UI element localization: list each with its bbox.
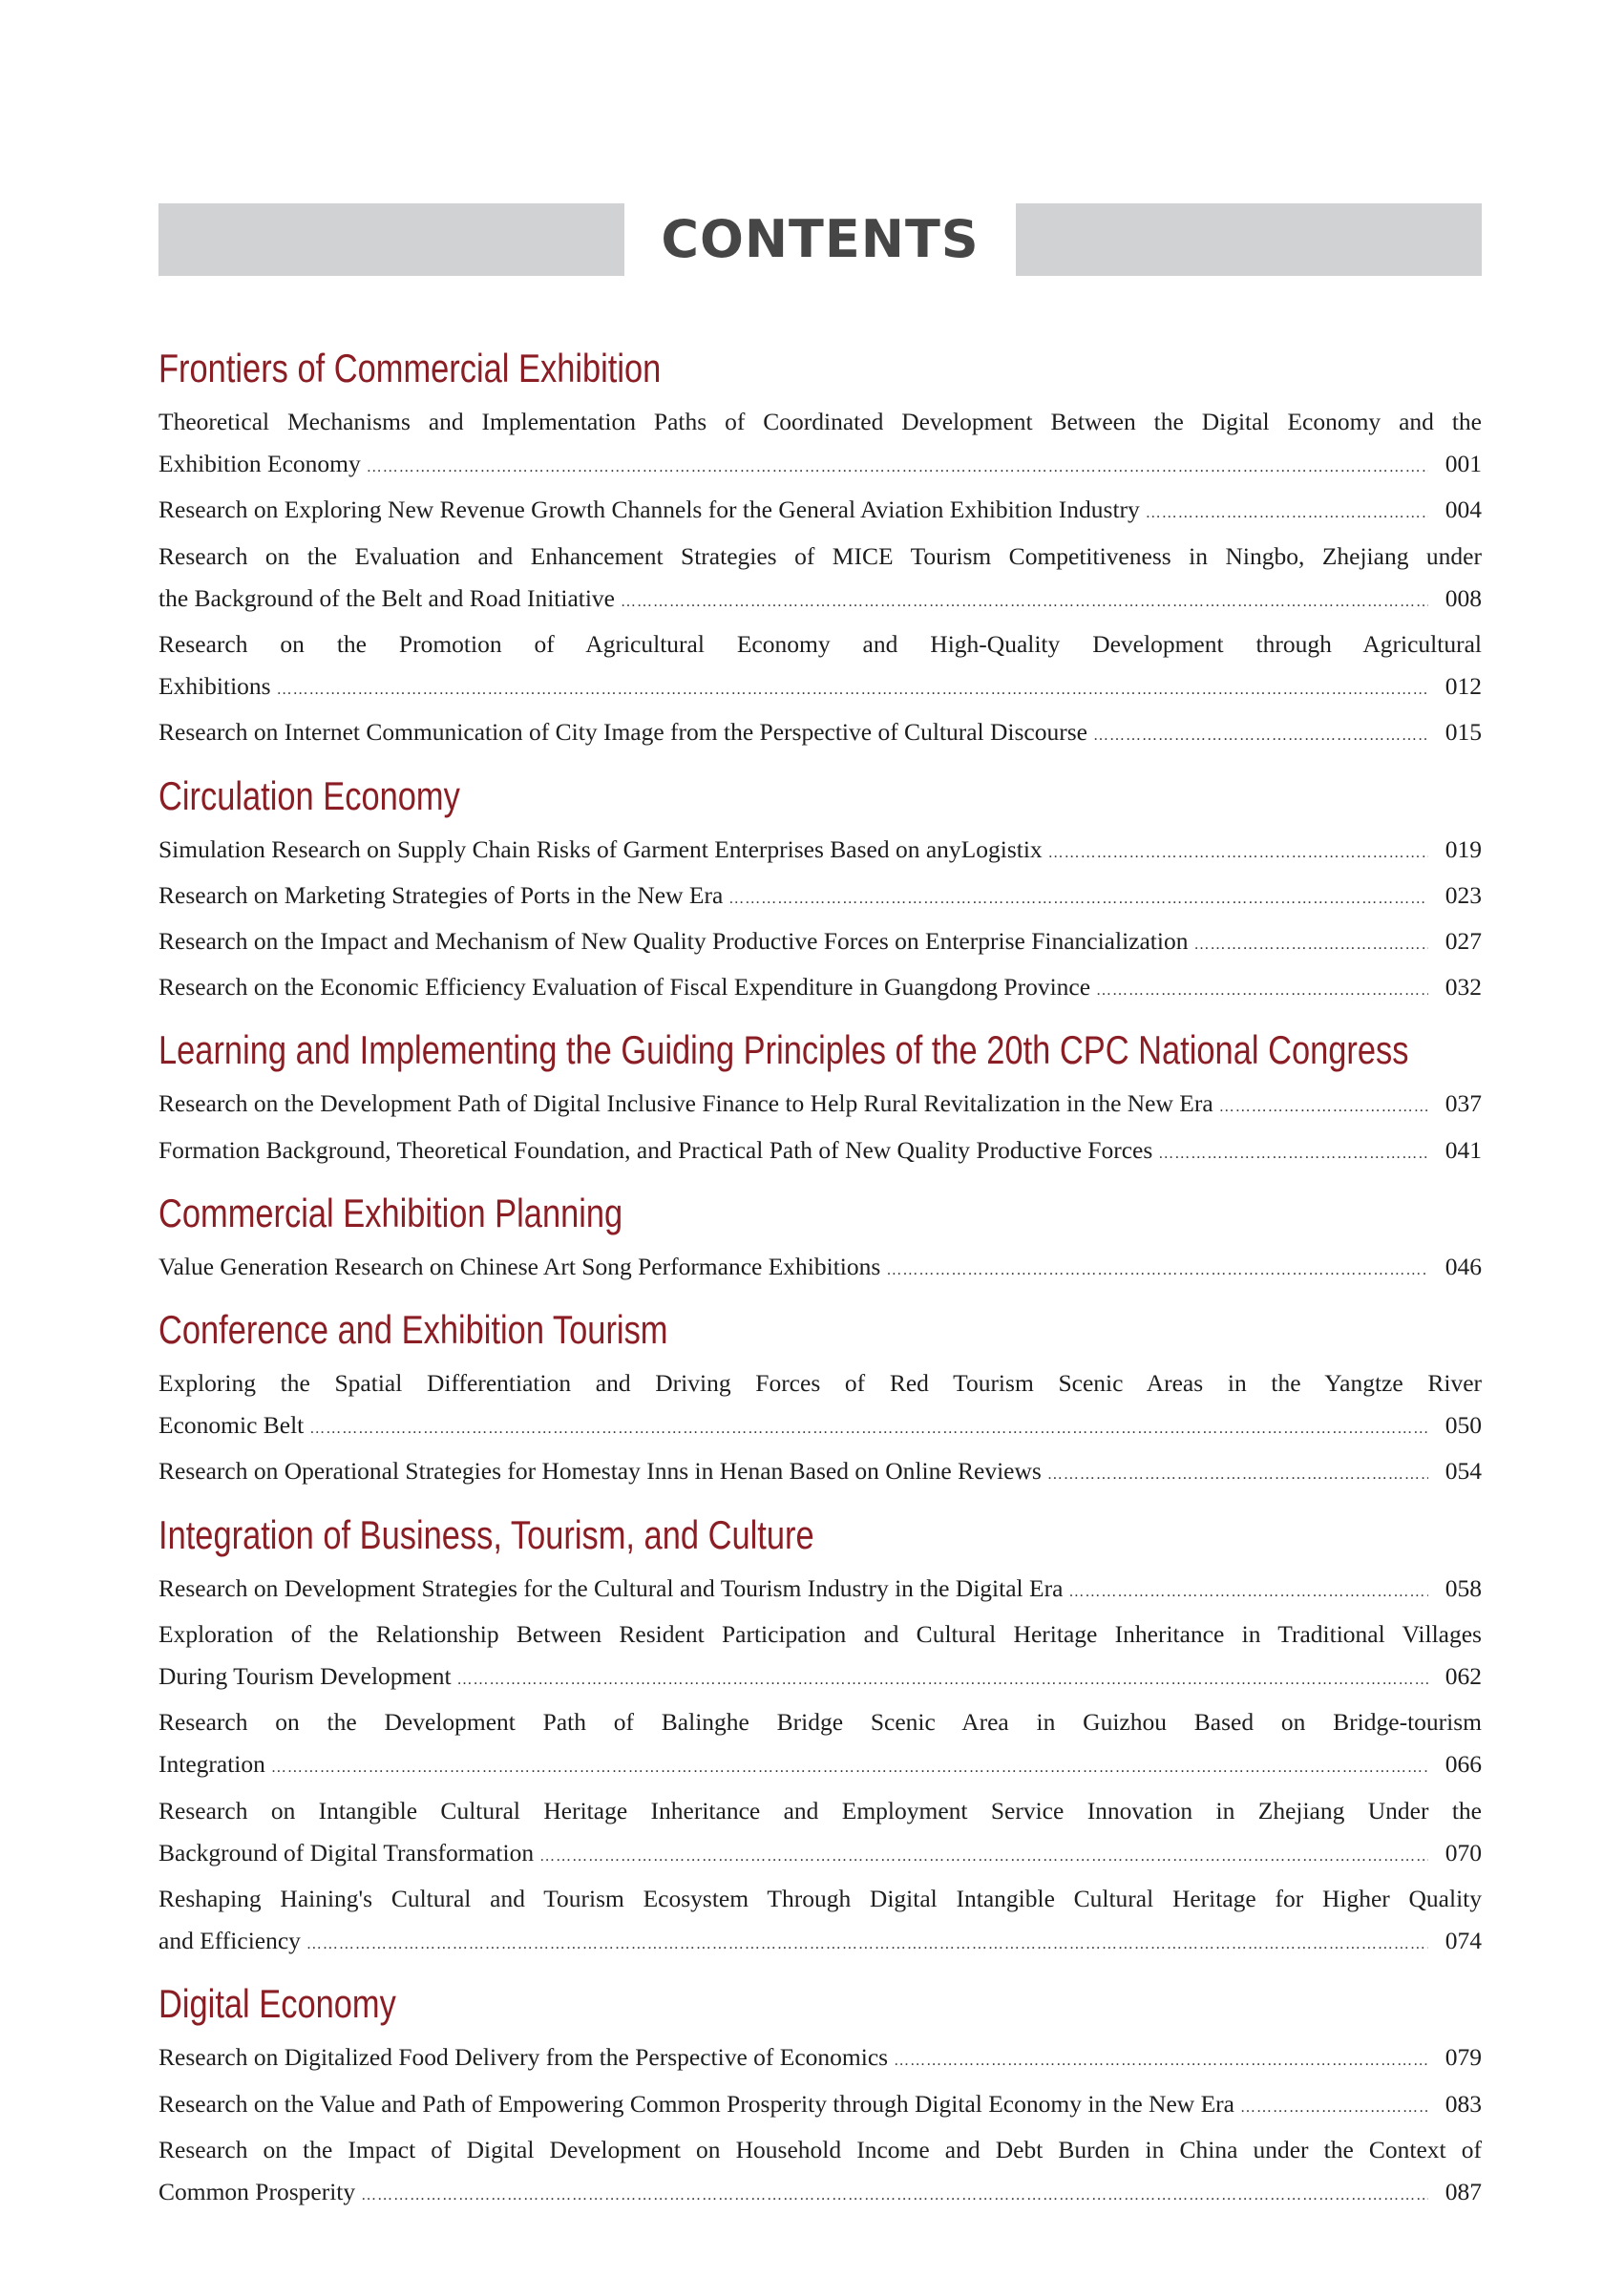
page-number: 019: [1445, 834, 1482, 863]
toc-entry[interactable]: [158, 875, 1482, 920]
entry-title-line: Research on the Economic Efficiency Evaluation of Fiscal Expenditure in Guangdong Province: [158, 973, 1091, 1002]
entry-title-line: Research on the Promotion of Agricultural Economy and High-Quality Development through Agricultural: [158, 630, 1482, 659]
dot-leader: [361, 2175, 1428, 2217]
entry-title-line: Exploring the Spatial Differentiation and Driving Forces of Red Tourism Scenic Areas in the Yangtze River: [158, 1369, 1482, 1398]
entry-title-line: Reshaping Haining's Cultural and Tourism Ecosystem Through Digital Intangible Cultural Heritage for Higher Quality: [158, 1885, 1482, 1913]
entry-title-line: Integration: [158, 1750, 265, 1779]
entry-title-line: Background of Digital Transformation: [158, 1838, 535, 1867]
entry-last-line: [158, 1832, 1482, 1878]
entry-title-line: and Efficiency: [158, 1927, 301, 1955]
section-title: Digital Economy: [158, 1981, 396, 2027]
page-number: 023: [1445, 880, 1482, 909]
entry-last-line: [158, 2171, 1482, 2217]
entry-title-line: Common Prosperity: [158, 2178, 356, 2206]
page-number: 046: [1445, 1252, 1482, 1280]
toc-section: [158, 771, 1482, 1013]
entry-last-line: [158, 1743, 1482, 1789]
toc-entry[interactable]: [158, 2129, 1482, 2217]
toc-entry[interactable]: [158, 623, 1482, 711]
toc-entry[interactable]: [158, 1568, 1482, 1614]
entry-title-line: Research on the Evaluation and Enhancement Strategies of MICE Tourism Competitiveness in Ningbo, Zhejiang under: [158, 541, 1482, 570]
entry-last-line: [158, 489, 1482, 535]
page-number: 070: [1445, 1838, 1482, 1867]
page-number: 079: [1445, 2043, 1482, 2072]
entry-title-line: Economic Belt: [158, 1411, 305, 1440]
entry-last-line: [158, 578, 1482, 623]
entry-title-line: Research on Development Strategies for the Cultural and Tourism Industry in the Digital Era: [158, 1573, 1064, 1602]
page-number: 032: [1445, 973, 1482, 1002]
contents-heading: CONTENTS: [661, 209, 980, 269]
section-title: Conference and Exhibition Tourism: [158, 1307, 668, 1353]
contents-header: [158, 203, 1482, 276]
page-number: 066: [1445, 1750, 1482, 1779]
page-number: 004: [1445, 496, 1482, 524]
toc-entry[interactable]: [158, 1129, 1482, 1175]
dot-leader: [1158, 1133, 1428, 1175]
entry-title-line: Exhibition Economy: [158, 450, 361, 478]
page-number: 054: [1445, 1457, 1482, 1486]
toc-entry[interactable]: [158, 1878, 1482, 1966]
toc-entry[interactable]: [158, 829, 1482, 875]
toc-entry[interactable]: [158, 489, 1482, 535]
entry-title-line: Research on Digitalized Food Delivery from the Perspective of Economics: [158, 2043, 889, 2072]
toc-entry[interactable]: [158, 711, 1482, 757]
entry-last-line: [158, 920, 1482, 966]
page-number: 001: [1445, 450, 1482, 478]
entry-title-line: the Background of the Belt and Road Initiative: [158, 583, 616, 612]
entry-title-line: Value Generation Research on Chinese Art Song Performance Exhibitions: [158, 1252, 881, 1280]
table-of-contents: [158, 344, 1482, 2217]
entry-title-line: Research on Operational Strategies for Homestay Inns in Henan Based on Online Reviews: [158, 1457, 1042, 1486]
header-bar-right: [1016, 203, 1482, 276]
page-number: 083: [1445, 2089, 1482, 2118]
entry-title-line: Research on the Impact of Digital Development on Household Income and Debt Burden in China under the Context of: [158, 2135, 1482, 2163]
dot-leader: [271, 1747, 1428, 1789]
entry-last-line: [158, 1450, 1482, 1496]
entry-title-line: Research on the Value and Path of Empowering Common Prosperity through Digital Economy in the New Era: [158, 2089, 1234, 2118]
toc-section: [158, 1189, 1482, 1292]
toc-entry[interactable]: [158, 536, 1482, 623]
page-number: 074: [1445, 1927, 1482, 1955]
toc-section: [158, 1305, 1482, 1497]
entry-last-line: [158, 1083, 1482, 1128]
toc-section: [158, 1979, 1482, 2217]
entry-title-line: During Tourism Development: [158, 1662, 452, 1691]
page-number: 058: [1445, 1573, 1482, 1602]
dot-leader: [1193, 924, 1428, 966]
toc-entry[interactable]: [158, 1362, 1482, 1450]
section-title: Frontiers of Commercial Exhibition: [158, 346, 662, 390]
entry-title-line: Exploration of the Relationship Between Resident Participation and Cultural Heritage Inheritance in Traditional Villages: [158, 1619, 1482, 1648]
entry-title-line: Theoretical Mechanisms and Implementation Paths of Coordinated Development Between the Digital Economy and the: [158, 408, 1482, 435]
entry-last-line: [158, 2036, 1482, 2082]
entry-title-line: Research on the Development Path of Balinghe Bridge Scenic Area in Guizhou Based on Bridge-tourism: [158, 1708, 1482, 1737]
page-number: 012: [1445, 672, 1482, 701]
dot-leader: [728, 878, 1428, 920]
dot-leader: [1096, 970, 1428, 1012]
dot-leader: [309, 1408, 1428, 1450]
entry-last-line: [158, 875, 1482, 920]
entry-last-line: [158, 711, 1482, 757]
entry-last-line: [158, 829, 1482, 875]
entry-last-line: [158, 1129, 1482, 1175]
page-number: 027: [1445, 927, 1482, 956]
page-number: 037: [1445, 1089, 1482, 1118]
entry-last-line: [158, 1656, 1482, 1701]
dot-leader: [457, 1659, 1428, 1701]
toc-section: [158, 344, 1482, 758]
page-number: 062: [1445, 1662, 1482, 1691]
header-bar-left: [158, 203, 624, 276]
toc-entry[interactable]: [158, 1614, 1482, 1701]
entry-title-line: Research on Internet Communication of City Image from the Perspective of Cultural Discourse: [158, 718, 1087, 747]
section-title: Integration of Business, Tourism, and Culture: [158, 1511, 814, 1557]
dot-leader: [621, 581, 1428, 623]
entry-last-line: [158, 1246, 1482, 1292]
toc-entry[interactable]: [158, 2083, 1482, 2129]
toc-section: [158, 1510, 1482, 1967]
page-number: 087: [1445, 2178, 1482, 2206]
dot-leader: [1048, 833, 1428, 875]
dot-leader: [1146, 493, 1428, 535]
toc-entry[interactable]: [158, 1083, 1482, 1128]
dot-leader: [367, 447, 1428, 489]
page-number: 050: [1445, 1411, 1482, 1440]
entry-title-line: Simulation Research on Supply Chain Risks of Garment Enterprises Based on anyLogistix: [158, 834, 1043, 863]
toc-entry[interactable]: [158, 920, 1482, 966]
toc-entry[interactable]: [158, 1790, 1482, 1878]
toc-entry[interactable]: [158, 1246, 1482, 1292]
section-title: Commercial Exhibition Planning: [158, 1190, 623, 1235]
dot-leader: [886, 1250, 1428, 1292]
entry-title-line: Research on Marketing Strategies of Ports in the New Era: [158, 880, 724, 909]
page-number: 008: [1445, 583, 1482, 612]
entry-title-line: Research on the Development Path of Digital Inclusive Finance to Help Rural Revitalization in the New Era: [158, 1089, 1213, 1118]
entry-title-line: Research on Intangible Cultural Heritage Inheritance and Employment Service Innovation in Zhejiang Under the: [158, 1796, 1482, 1825]
toc-entry[interactable]: [158, 1701, 1482, 1789]
entry-last-line: [158, 1568, 1482, 1614]
toc-section: [158, 1025, 1482, 1174]
dot-leader: [1219, 1086, 1428, 1128]
page-number: 015: [1445, 718, 1482, 747]
entry-title-line: Exhibitions: [158, 672, 271, 701]
dot-leader: [277, 669, 1428, 711]
entry-last-line: [158, 2083, 1482, 2129]
dot-leader: [1240, 2087, 1428, 2129]
entry-title-line: Research on the Impact and Mechanism of New Quality Productive Forces on Enterprise Financialization: [158, 927, 1189, 956]
dot-leader: [306, 1924, 1428, 1966]
section-title: Learning and Implementing the Guiding Principles of the 20th CPC National Congress: [158, 1027, 1409, 1073]
entry-title-line: Formation Background, Theoretical Foundation, and Practical Path of New Quality Productive Forces: [158, 1135, 1153, 1164]
dot-leader: [1047, 1454, 1428, 1496]
dot-leader: [1068, 1571, 1428, 1614]
dot-leader: [1093, 715, 1428, 757]
entry-last-line: [158, 665, 1482, 711]
dot-leader: [894, 2040, 1428, 2082]
dot-leader: [539, 1836, 1428, 1878]
toc-entry[interactable]: [158, 2036, 1482, 2082]
toc-entry[interactable]: [158, 966, 1482, 1012]
entry-last-line: [158, 443, 1482, 489]
entry-last-line: [158, 966, 1482, 1012]
entry-last-line: [158, 1404, 1482, 1450]
section-title: Circulation Economy: [158, 772, 460, 818]
toc-entry[interactable]: [158, 401, 1482, 489]
entry-last-line: [158, 1920, 1482, 1966]
page-number: 041: [1445, 1135, 1482, 1164]
entry-title-line: Research on Exploring New Revenue Growth Channels for the General Aviation Exhibition Industry: [158, 496, 1140, 524]
toc-entry[interactable]: [158, 1450, 1482, 1496]
